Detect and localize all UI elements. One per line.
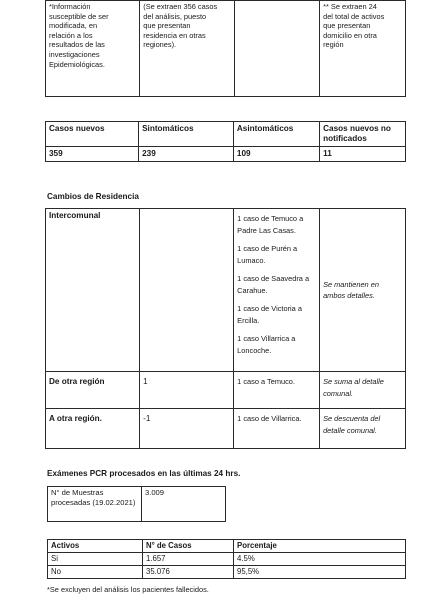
note-line: modificada, en	[49, 21, 98, 31]
otra-region-note: Se suma al detalle comunal.	[320, 372, 406, 409]
note-activos-cell	[320, 1, 406, 97]
pcr-samples-value: 3.009	[142, 487, 226, 522]
header-casos-nuevos: Casos nuevos	[46, 122, 139, 147]
note-excluded-cell	[140, 1, 235, 97]
a-otra-region-value: -1	[140, 409, 234, 449]
note-line: (Se extraen 356 casos	[143, 2, 218, 11]
note-line: residencia en otras	[143, 30, 206, 40]
value-asintomaticos: 109	[233, 147, 319, 162]
note-line: regiones).	[143, 40, 177, 50]
intercomunal-row	[46, 209, 406, 372]
activos-pct-si: 4.5%	[234, 553, 406, 566]
note-line: del análisis, puesto	[143, 11, 207, 21]
note-line: ** Se extraen 24	[323, 2, 377, 11]
header-no-notificados: Casos nuevos no notificados	[320, 122, 406, 147]
footnote: *Se excluyen del análisis los pacientes fallecidos.	[47, 585, 209, 594]
note-line: región	[323, 40, 344, 50]
a-otra-region-note: Se descuenta del detalle comunal.	[320, 409, 406, 449]
activos-count-si: 1.657	[143, 553, 234, 566]
activos-label-no: No	[48, 566, 143, 579]
a-otra-region-detail: 1 caso de Villarrica.	[234, 409, 320, 449]
intercomunal-items	[234, 209, 320, 372]
otra-region-row	[46, 372, 406, 409]
activos-header-count: N° de Casos	[143, 540, 234, 553]
value-no-notificados: 11	[320, 147, 406, 162]
cases-table	[45, 121, 406, 162]
activos-header-pct: Porcentaje	[234, 540, 406, 553]
activos-count-no: 35.076	[143, 566, 234, 579]
notes-table	[45, 0, 406, 97]
value-sintomaticos: 239	[139, 147, 234, 162]
note-line: que presentan	[323, 21, 371, 31]
otra-region-label: De otra región	[46, 372, 140, 409]
header-asintomaticos: Asintomáticos	[233, 122, 319, 147]
pcr-table	[47, 486, 226, 522]
otra-region-detail: 1 caso a Temuco.	[234, 372, 320, 409]
activos-label-si: Si	[48, 553, 143, 566]
activos-table	[47, 539, 406, 579]
intercomunal-label: Intercomunal	[46, 209, 140, 372]
note-line: resultados de las	[49, 40, 105, 50]
intercomunal-note: Se mantienen en ambos detalles.	[320, 209, 406, 372]
intercomunal-value	[140, 209, 234, 372]
a-otra-region-label: A otra región.	[46, 409, 140, 449]
value-casos-nuevos: 359	[46, 147, 139, 162]
note-line: domicilio en otra	[323, 30, 377, 40]
note-line: *Información	[49, 2, 91, 11]
note-line: del total de activos	[323, 11, 385, 21]
note-line: relación a los	[49, 30, 93, 40]
residence-table	[45, 208, 406, 449]
activos-pct-no: 95,5%	[234, 566, 406, 579]
intercomunal-item: 1 caso de Saavedra a Carahue.	[237, 274, 310, 295]
cases-value-row	[46, 147, 406, 162]
a-otra-region-row	[46, 409, 406, 449]
otra-region-value: 1	[140, 372, 234, 409]
note-empty-cell	[234, 1, 319, 97]
cases-header-row	[46, 122, 406, 147]
note-line: que presentan	[143, 21, 191, 31]
note-line: Epidemiológicas.	[49, 59, 105, 69]
header-sintomaticos: Sintomáticos	[139, 122, 234, 147]
activos-header-row	[48, 540, 406, 553]
activos-header-label: Activos	[48, 540, 143, 553]
note-line: susceptible de ser	[49, 11, 109, 21]
intercomunal-item: 1 caso de Purén a Lumaco.	[237, 244, 298, 265]
residence-heading: Cambios de Residencia	[47, 192, 139, 201]
note-info-cell	[46, 1, 140, 97]
intercomunal-item: 1 caso de Temuco a Padre Las Casas.	[237, 214, 304, 235]
pcr-samples-label: N° de Muestras procesadas (19.02.2021)	[48, 487, 142, 522]
pcr-row	[48, 487, 226, 522]
pcr-heading: Exámenes PCR procesados en las últimas 24 hrs.	[47, 469, 241, 478]
activos-row-si	[48, 553, 406, 566]
note-line: investigaciones	[49, 49, 100, 59]
intercomunal-item: 1 caso de Victoria a Ercilla.	[237, 304, 302, 325]
activos-row-no	[48, 566, 406, 579]
intercomunal-item: 1 caso Villarrica a Loncoche.	[237, 334, 296, 355]
